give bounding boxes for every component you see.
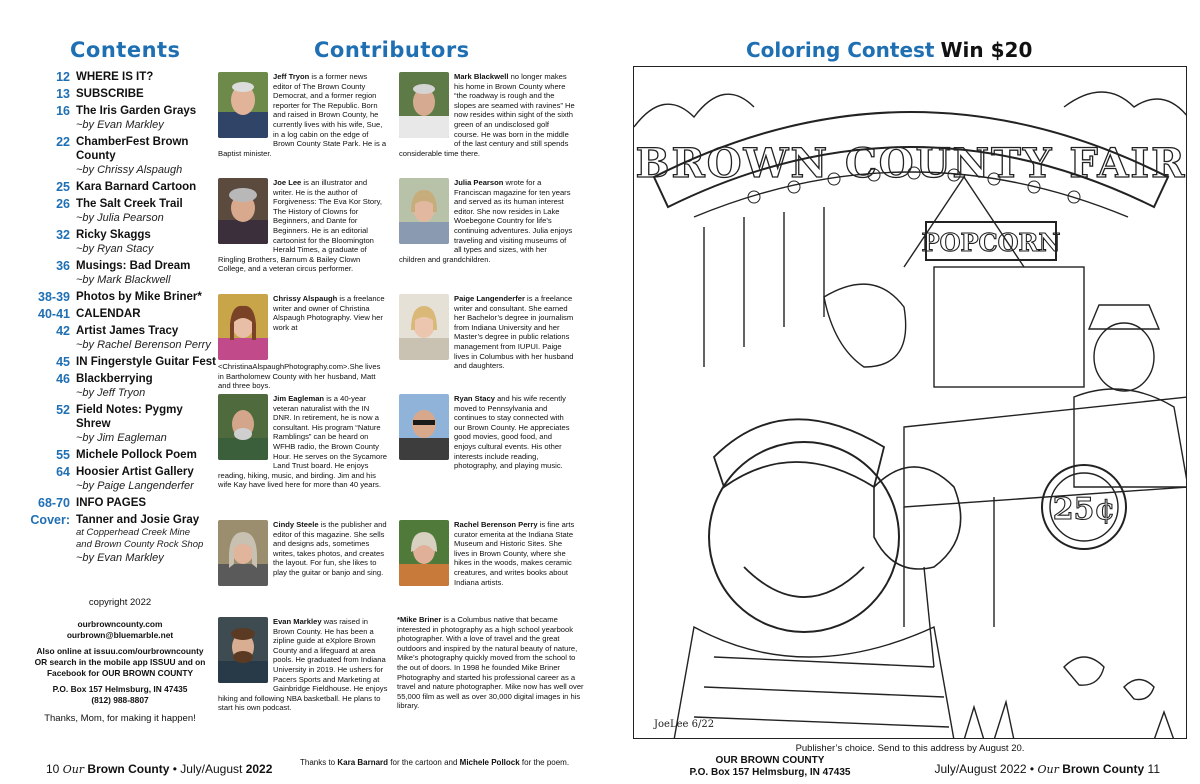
portrait-photo: [399, 520, 449, 586]
toc-page-number: 25: [56, 180, 70, 194]
toc-title: ChamberFest Brown County: [76, 136, 189, 162]
portrait-photo: [218, 178, 268, 244]
toc-page-number: 55: [56, 448, 70, 462]
online-info: Facebook for OUR BROWN COUNTY: [46, 668, 194, 678]
bio-paige-langenderfer: Paige Langenderfer is a freelance writer and consultant. She earned her Bachelor’s degree in journalism from Indiana University and her Master’s degree in public relations management from IUPUI. Paige lives in Columbus with her husband and daughters.: [399, 294, 575, 371]
issue-year: 2022 •: [999, 762, 1035, 776]
credits-line: Thanks to Kara Barnard for the cartoon and Michele Pollock for the poem.: [300, 758, 570, 767]
toc-byline: ~by Jeff Tryon: [76, 387, 146, 399]
toc-item[interactable]: [20, 290, 220, 304]
toc-item[interactable]: [20, 228, 220, 256]
bio-chrissy-alspaugh: Chrissy Alspaugh is a freelance writer and owner of Christina Alspaugh Photography. View her work at <ChristinaAlspaughPhotography.com>.She lives in Bartholomew County with her husband, Matt and three boys.: [218, 294, 385, 391]
bio-evan-markley: Evan Markley was raised in Brown County. He has been a zipline guide at eXplore Brown County and a lifeguard at area pools. He graduated from Indiana University in 2019. He ushers for Pacers Sports and Marketing at Gainbridge Fieldhouse. He enjoys hiking and following NBA basketball. He plans to start his own podcast.: [218, 617, 388, 713]
toc-title: The Iris Garden Grays: [76, 105, 197, 117]
bio-ryan-stacy: Ryan Stacy and his wife recently moved to Pennsylvania and continues to stay connected with our Brown County. He appreciates good movies, good food, and enjoys cultural events. His other interests include reading, photography, and playing music.: [399, 394, 575, 471]
toc-page-number: 22: [56, 135, 70, 149]
toc-item[interactable]: [20, 372, 220, 400]
toc-title: WHERE IS IT?: [76, 71, 154, 83]
toc-page-number: 40-41: [38, 307, 70, 321]
portrait-photo: [399, 72, 449, 138]
bio-rachel-berenson-perry: Rachel Berenson Perry is fine arts curator emerita at the Indiana State Museum and Historic Sites. She lives in Brown County, where she hikes in the woods, makes ceramic creatures, and writes books about Indiana artists.: [399, 520, 575, 588]
toc-item[interactable]: [20, 355, 220, 369]
toc-title: SUBSCRIBE: [76, 88, 144, 100]
toc-page-number: 12: [56, 70, 70, 84]
fair-line-drawing: [634, 67, 1187, 739]
toc-title: Hoosier Artist Gallery: [76, 466, 194, 478]
toc-byline: ~by Jim Eagleman: [76, 432, 167, 444]
toc-cover-location: at Copperhead Creek Mine: [76, 527, 191, 538]
issue-date: July/August: [934, 762, 997, 776]
toc-item[interactable]: [20, 70, 220, 84]
toc-byline: ~by Ryan Stacy: [76, 243, 154, 255]
folio-left: [46, 762, 272, 776]
toc-title: Blackberrying: [76, 373, 153, 385]
toc-title: CALENDAR: [76, 308, 141, 320]
toc-page-number: 42: [56, 324, 70, 338]
toc-page-number: 13: [56, 87, 70, 101]
portrait-photo: [218, 72, 268, 138]
copyright: copyright 2022: [88, 597, 152, 608]
page-number: 10: [46, 762, 60, 776]
portrait-photo: [218, 520, 268, 586]
phone-number: (812) 988-8807: [91, 695, 149, 705]
bio-julia-pearson: Julia Pearson wrote for a Franciscan magazine for ten years and served as its human interest editor. She now resides in Lake Woebegone Country for life’s continuing adventures. Julia enjoys traveling and visiting museums of all types and sizes, with her children and grandchildren.: [399, 178, 573, 264]
portrait-photo: [218, 394, 268, 460]
toc-page-number: 38-39: [38, 290, 70, 304]
toc-byline: ~by Rachel Berenson Perry: [76, 339, 211, 351]
toc-title: Michele Pollock Poem: [76, 449, 197, 461]
toc-title: The Salt Creek Trail: [76, 198, 183, 210]
portrait-photo: [218, 294, 268, 360]
artist-signature: JoeLee 6/22: [654, 719, 715, 730]
contest-prize: Win $20: [940, 38, 1033, 62]
toc-title: Tanner and Josie Gray: [76, 514, 200, 526]
mail-street: P.O. Box 157 Helmsburg, IN 47435: [689, 767, 851, 778]
toc-item[interactable]: [20, 465, 220, 493]
toc-cover-label: Cover:: [30, 513, 70, 527]
bio-mike-briner: *Mike Briner is a Columbus native that became interested in photography as a high school yearbook photographer. With a love of travel and the great outdoors and inspired by the natural beauty of nature, Mike’s photography quickly moved from the school to the out of doors. In 1998 he founded Mike Briner Photography and started his professional career as a travel and nature photographer. Mike now has well over 55,000 film as well as over 30,000 digital images in his library.: [397, 615, 584, 711]
table-of-contents: [20, 70, 220, 568]
toc-byline: ~by Chrissy Alspaugh: [76, 164, 183, 176]
contents-heading: Contents: [70, 38, 181, 62]
toc-item[interactable]: [20, 307, 220, 321]
website-link[interactable]: ourbrowncounty.com: [77, 619, 163, 629]
toc-page-number: 32: [56, 228, 70, 242]
mail-recipient: OUR BROWN COUNTY: [715, 755, 825, 766]
issue-year: 2022: [245, 762, 273, 776]
toc-page-number: 64: [56, 465, 70, 479]
contest-title: Coloring Contest: [746, 38, 935, 62]
toc-title: Ricky Skaggs: [76, 229, 151, 241]
toc-cover-item[interactable]: [20, 513, 220, 565]
toc-byline: ~by Julia Pearson: [76, 212, 164, 224]
online-info: OR search in the mobile app ISSUU and on: [34, 657, 206, 667]
magazine-name: Brown County: [1062, 762, 1145, 776]
toc-byline: ~by Evan Markley: [76, 552, 164, 564]
contest-mailing-address: [660, 755, 880, 779]
magazine-name-script: Our: [62, 763, 85, 776]
toc-item[interactable]: [20, 104, 220, 132]
toc-item[interactable]: [20, 259, 220, 287]
toc-byline: ~by Mark Blackwell: [76, 274, 171, 286]
toc-page-number: 52: [56, 403, 70, 417]
toc-cover-location: and Brown County Rock Shop: [76, 539, 204, 550]
online-info: Also online at issuu.com/ourbrowncounty: [36, 646, 204, 656]
toc-title: INFO PAGES: [76, 497, 147, 509]
bio-cindy-steele: Cindy Steele is the publisher and editor of this magazine. She sells and designs ads, sometimes writes, takes photos, and creates the layout. For fun, she likes to play the guitar or banjo and sing.: [218, 520, 388, 588]
contact-block: [20, 619, 220, 706]
toc-item[interactable]: [20, 87, 220, 101]
toc-item[interactable]: [20, 496, 220, 510]
contributors-heading: Contributors: [314, 38, 470, 62]
bio-jeff-tryon: Jeff Tryon is a former news editor of The Brown County Democrat, and a former region reporter for The Republic. Born and raised in Brown County, he currently lives with his wife, Sue, in a log cabin on the edge of Brown County State Park. He is a Baptist minister.: [218, 72, 387, 158]
toc-title: Photos by Mike Briner*: [76, 291, 202, 303]
toc-title: Artist James Tracy: [76, 325, 179, 337]
toc-item[interactable]: [20, 197, 220, 225]
portrait-photo: [218, 617, 268, 683]
portrait-photo: [399, 178, 449, 244]
mailing-address: P.O. Box 157 Helmsburg, IN 47435: [52, 684, 188, 694]
bio-joe-lee: Joe Lee is an illustrator and writer. He is the author of Forgiveness: The Eva Kor Story, The History of Clowns for Beginners, and Dante for Beginners. He is an editorial cartoonist for the Bloomington Herald Times, a graduate of Ringling Brothers, Barnum & Bailey Clown College, and a veteran circus performer.: [218, 178, 383, 274]
toc-item[interactable]: [20, 180, 220, 194]
page-number: 11: [1147, 762, 1160, 776]
contest-instructions: Publisher’s choice. Send to this address by August 20.: [795, 743, 1025, 754]
toc-title: Field Notes: Pygmy Shrew: [76, 404, 183, 430]
thanks-note: Thanks, Mom, for making it happen!: [44, 713, 196, 724]
coloring-page-illustration[interactable]: [633, 66, 1187, 739]
email-link[interactable]: ourbrown@bluemarble.net: [66, 630, 174, 640]
bio-jim-eagleman: Jim Eagleman is a 40-year veteran naturalist with the IN DNR. In retirement, he is now a consultant. His program “Nature Ramblings” can be heard on WFHB radio, the Brown County Hour. He serves on the Sycamore Land Trust board. He enjoys reading, hiking, music, and birding. Jim and his wife Kay have lived here for more than 40 years.: [218, 394, 387, 490]
toc-page-number: 26: [56, 197, 70, 211]
toc-page-number: 68-70: [38, 496, 70, 510]
magazine-name: Brown County: [87, 762, 170, 776]
toc-title: IN Fingerstyle Guitar Fest: [76, 356, 216, 368]
popcorn-sign-text: POPCORN: [921, 228, 1061, 257]
toc-byline: ~by Paige Langenderfer: [76, 480, 194, 492]
toc-title: Musings: Bad Dream: [76, 260, 191, 272]
magazine-name-script: Our: [1037, 763, 1059, 776]
toc-page-number: 45: [56, 355, 70, 369]
issue-date: • July/August: [172, 762, 243, 776]
toc-page-number: 16: [56, 104, 70, 118]
bio-mark-blackwell: Mark Blackwell no longer makes his home in Brown County where “the roadway is rough and the slopes are seamed with ravines” He now resides within sight of the sixth green of an undisclosed golf course. He was born in the middle of the last century and still spends considerable time there.: [399, 72, 575, 158]
coloring-contest-heading: [746, 38, 1032, 62]
price-sign-text: 25¢: [1052, 492, 1116, 527]
banner-text: BROWN COUNTY FAIR: [635, 140, 1187, 187]
portrait-photo: [399, 294, 449, 360]
toc-item[interactable]: [20, 403, 220, 445]
toc-byline: ~by Evan Markley: [76, 119, 164, 131]
toc-page-number: 36: [56, 259, 70, 273]
toc-title: Kara Barnard Cartoon: [76, 181, 197, 193]
toc-item[interactable]: [20, 135, 220, 177]
folio-right: [935, 762, 1161, 776]
toc-item[interactable]: [20, 324, 220, 352]
portrait-photo: [399, 394, 449, 460]
toc-item[interactable]: [20, 448, 220, 462]
toc-page-number: 46: [56, 372, 70, 386]
